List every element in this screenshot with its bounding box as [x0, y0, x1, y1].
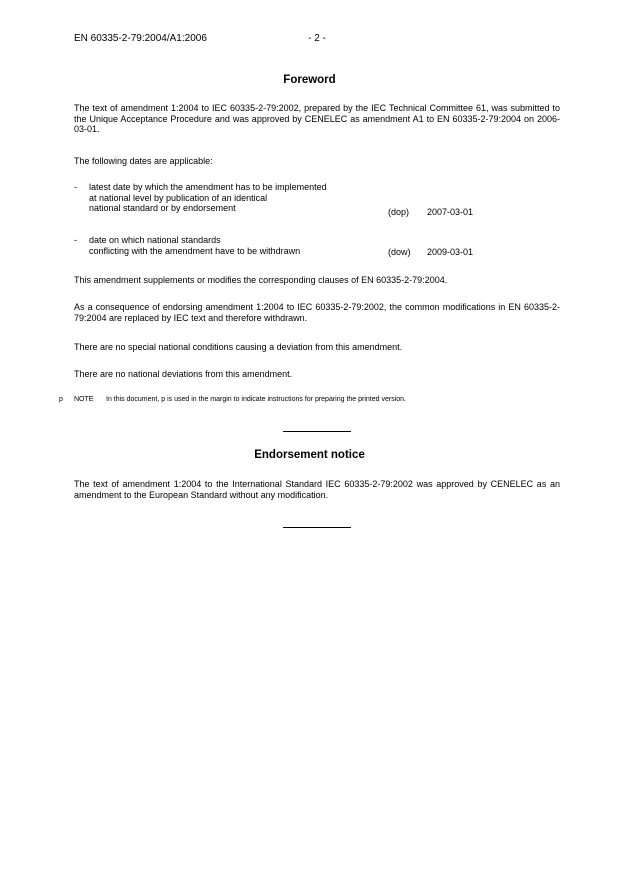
dop-line: latest date by which the amendment has to be implemented	[89, 182, 327, 192]
consequence-paragraph: As a consequence of endorsing amendment 1:2004 to IEC 60335-2-79:2002, the common modifications in EN 60335-2-79:2004 are replaced by IEC text and therefore withdrawn.	[74, 302, 560, 323]
margin-mark: p	[59, 396, 63, 403]
no-special-conditions-paragraph: There are no special national conditions causing a deviation from this amendment.	[74, 342, 403, 352]
endorsement-text: The text of amendment 1:2004 to the International Standard IEC 60335-2-79:2002 was approved by CENELEC as an amendment to the European Standard without any modification.	[74, 479, 560, 500]
endorsement-title: Endorsement notice	[254, 449, 365, 461]
document-id: EN 60335-2-79:2004/A1:2006	[74, 33, 207, 44]
no-deviations-paragraph: There are no national deviations from this amendment.	[74, 369, 293, 379]
dop-date: 2007-03-01	[427, 207, 474, 217]
dow-abbr: (dow)	[388, 247, 411, 257]
note-label: NOTE	[74, 396, 94, 403]
note-text: In this document, p is used in the margin to indicate instructions for preparing the printed version.	[106, 396, 406, 403]
supplements-paragraph: This amendment supplements or modifies the corresponding clauses of EN 60335-2-79:2004.	[74, 275, 448, 285]
foreword-intro: The text of amendment 1:2004 to IEC 60335-2-79:2002, prepared by the IEC Technical Committee 61, was submitted to the Unique Acceptance Procedure and was approved by CENELEC as amendment A1 to EN 60335-2-79:2004 on 2006-03-01.	[74, 103, 560, 135]
dop-abbr: (dop)	[388, 207, 410, 217]
dow-date: 2009-03-01	[427, 247, 474, 257]
dow-description	[89, 235, 379, 256]
dop-line: at national level by publication of an identical	[89, 192, 268, 203]
dow-line: conflicting with the amendment have to be withdrawn	[89, 245, 301, 256]
dop-line: national standard or by endorsement	[89, 203, 236, 214]
page-number: - 2 -	[308, 33, 326, 44]
list-bullet: -	[74, 182, 77, 192]
list-bullet: -	[74, 235, 77, 245]
dates-intro: The following dates are applicable:	[74, 156, 213, 166]
section-divider	[283, 527, 351, 528]
foreword-title: Foreword	[283, 74, 336, 86]
dow-line: date on which national standards	[89, 235, 221, 245]
dop-description	[89, 182, 379, 214]
section-divider	[283, 431, 351, 432]
note	[74, 396, 406, 403]
